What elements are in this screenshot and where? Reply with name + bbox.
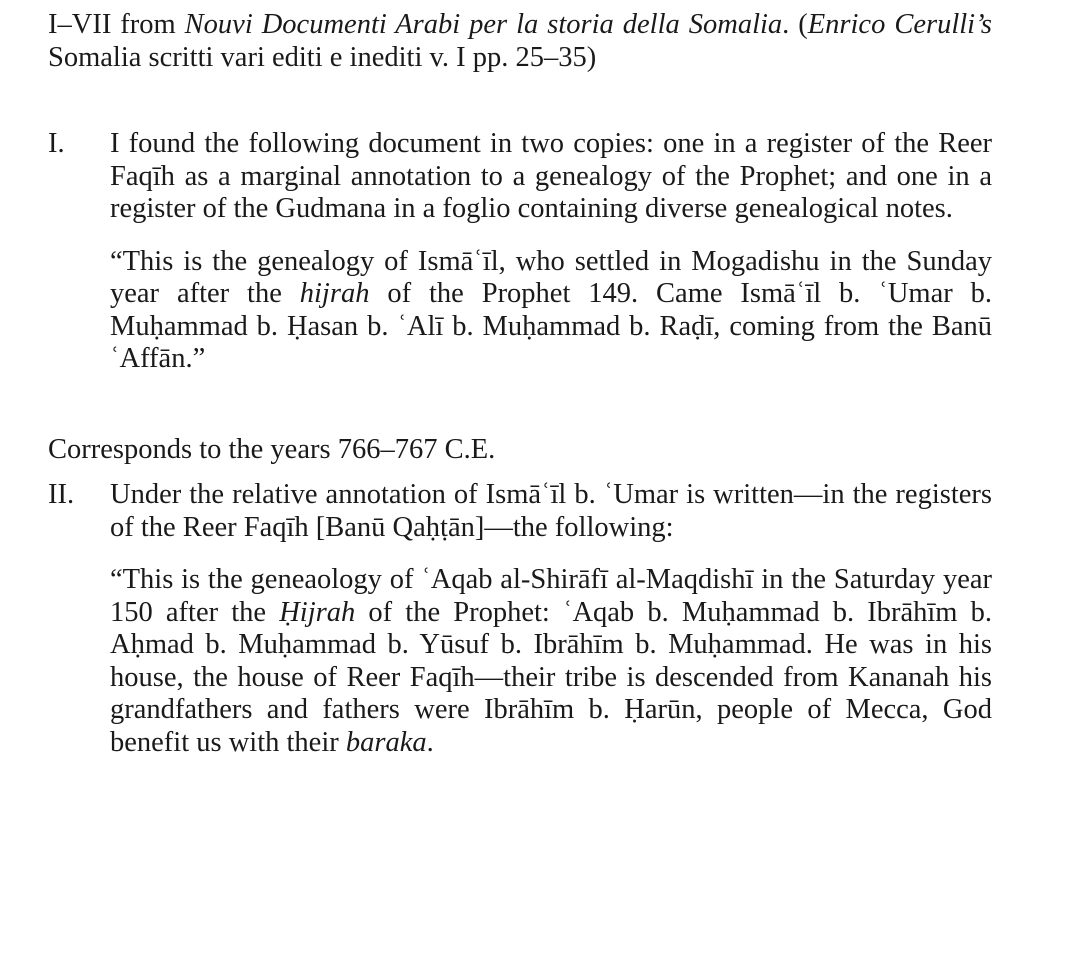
item-2-quote-before: “This is the geneaology of ʿAqab al-Shirāfī al-Maqdishī in the Saturday year 150 after the	[110, 564, 992, 628]
document-page	[48, 9, 992, 759]
heading-prefix: I–VII from	[48, 9, 185, 40]
item-2-quote	[48, 564, 992, 759]
author-work: Enrico Cerulli’s	[807, 9, 992, 40]
document-item-2	[48, 479, 992, 544]
heading-mid: . (	[782, 9, 808, 40]
item-1-number: I.	[48, 128, 65, 159]
item-2-quote-middle: of the Prophet: ʿAqab b. Muḥammad b. Ibrāhīm b. Aḥmad b. Muḥammad b. Yūsuf b. Ibrāhīm b. Muḥammad. He was in his house, the house of Reer Faqīh—their tribe is descended from Kananah his grandfathers and fathers were Ibrāhīm b. Ḥarūn, people of Mecca, God benefit us with their	[110, 596, 992, 758]
item-2-quote-italic: Ḥijrah	[279, 596, 356, 628]
source-title: Nouvi Documenti Arabi per la storia della Somalia	[184, 9, 783, 40]
item-2-number: II.	[48, 479, 75, 510]
heading-suffix: Somalia scritti vari editi e inediti v. I pp. 25–35)	[48, 41, 597, 73]
item-2-quote-italic-2: baraka	[345, 726, 427, 758]
document-item-1	[48, 128, 992, 226]
item-2-text: Under the relative annotation of Ismāʿīl b. ʿUmar is written—in the registers of the Reer Faqīh [Banū Qaḥṭān]—the following:	[110, 479, 992, 543]
item-1-quote-before: “This is the genealogy of Ismāʿīl, who settled in Mogadishu in the Sunday year after the	[110, 245, 992, 309]
item-1-quote	[48, 246, 992, 376]
item-1-quote-after: of the Prophet 149. Came Ismāʿīl b. ʿUmar b. Muḥammad b. Ḥasan b. ʿAlī b. Muḥammad b. Raḍī, coming from the Banū ʿAffān.”	[110, 278, 992, 374]
item-1-quote-italic: hijrah	[299, 278, 370, 309]
item-2-quote-after: .	[426, 726, 434, 758]
source-citation-heading	[48, 9, 992, 74]
years-note: Corresponds to the years 766–767 C.E.	[48, 433, 496, 465]
item-1-text: I found the following document in two copies: one in a register of the Reer Faqīh as a marginal annotation to a genealogy of the Prophet; and one in a register of the Gudmana in a foglio containing diverse genealogical notes.	[110, 128, 992, 224]
